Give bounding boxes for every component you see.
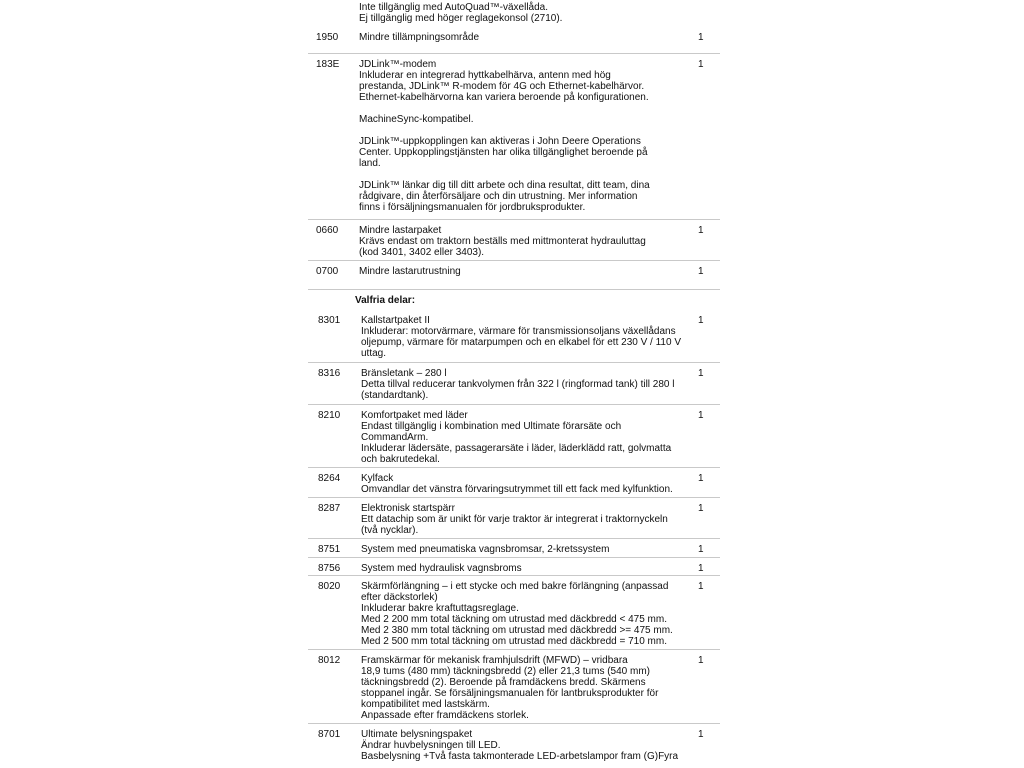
text-line: Anpassade efter framdäckens storlek. (361, 710, 529, 721)
option-description (361, 563, 691, 574)
option-code: 8301 (318, 315, 341, 326)
text-line: Detta tillval reducerar tankvolymen från 322 l (ringformad tank) till 280 l (361, 379, 675, 390)
text-line: JDLink™-modem (359, 59, 437, 70)
text-line: Center. Uppkopplingstjänsten har olika tillgänglighet beroende på (359, 147, 648, 158)
text-line: Inkluderar bakre kraftuttagsreglage. (361, 603, 519, 614)
quantity-value: 1 (698, 32, 704, 43)
option-code: 8264 (318, 473, 341, 484)
quantity-value: 1 (698, 581, 704, 592)
text-line: land. (359, 158, 381, 169)
option-description (359, 32, 695, 43)
text-line: System med pneumatiska vagnsbromsar, 2-kretssystem (361, 544, 610, 555)
text-line: Ultimate belysningspaket (361, 729, 473, 740)
text-line: uttag. (361, 348, 387, 359)
option-code: 8756 (318, 563, 341, 574)
text-line: täckningsbredd (2). Beroende på framdäckens bredd. Skärmens (361, 677, 646, 688)
table-row (308, 363, 720, 405)
text-line: prestanda, JDLink™ R-modem för 4G och Ethernet-kabelhärvor. (359, 81, 645, 92)
table-row (308, 558, 720, 576)
table-row (308, 498, 720, 539)
quantity-value: 1 (698, 266, 704, 277)
option-code: 8012 (318, 655, 341, 666)
quantity-value: 1 (698, 368, 704, 379)
text-line: Med 2 200 mm total täckning om utrustad med däckbredd < 475 mm. (361, 614, 667, 625)
text-line: System med hydraulisk vagnsbroms (361, 563, 522, 574)
text-line: stoppanel ingår. Se försäljningsmanualen för lantbruksprodukter för (361, 688, 659, 699)
text-line: (två nycklar). (361, 525, 419, 536)
text-line: och bakrutedekal. (361, 454, 440, 465)
quantity-value: 1 (698, 563, 704, 574)
quantity-value: 1 (698, 225, 704, 236)
table-row (308, 27, 720, 54)
text-line: Inkluderar lädersäte, passagerarsäte i läder, läderklädd ratt, golvmatta (361, 443, 672, 454)
text-line: (standardtank). (361, 390, 429, 401)
quantity-value: 1 (698, 410, 704, 421)
text-line: Ethernet-kabelhärvorna kan variera beroende på konfigurationen. (359, 92, 649, 103)
option-code: 8316 (318, 368, 341, 379)
text-line: JDLink™ länkar dig till ditt arbete och dina resultat, ditt team, dina (359, 180, 650, 191)
option-description (361, 315, 691, 359)
text-line: Med 2 380 mm total täckning om utrustad med däckbredd >= 475 mm. (361, 625, 673, 636)
table-row (308, 310, 720, 363)
option-code: 8287 (318, 503, 341, 514)
option-code: 8701 (318, 729, 341, 740)
option-description (361, 729, 691, 762)
option-description (361, 655, 691, 721)
option-code: 8020 (318, 581, 341, 592)
text-line: Komfortpaket med läder (361, 410, 468, 421)
option-description (359, 266, 695, 277)
text-line: Ej tillgänglig med höger reglagekonsol (2710). (359, 13, 563, 24)
table-row (308, 724, 720, 768)
table-row (308, 405, 720, 468)
option-description (361, 544, 691, 555)
text-line: Basbelysning +Två fasta takmonterade LED-arbetslampor fram (G)Fyra (361, 751, 679, 762)
table-row (308, 54, 720, 220)
table-row (308, 261, 720, 290)
text-line: Mindre lastarutrustning (359, 266, 461, 277)
text-line: Inkluderar en integrerad hyttkabelhärva, antenn med hög (359, 70, 611, 81)
text-line: rådgivare, din återförsäljare och din utrustning. Mer information (359, 191, 638, 202)
text-line: Kallstartpaket II (361, 315, 430, 326)
text-line: CommandArm. (361, 432, 429, 443)
text-line: MachineSync-kompatibel. (359, 114, 474, 125)
text-line: JDLink™-uppkopplingen kan aktiveras i John Deere Operations (359, 136, 641, 147)
quantity-value: 1 (698, 59, 704, 70)
option-description (361, 581, 691, 647)
option-code: 8751 (318, 544, 341, 555)
text-line: finns i försäljningsmanualen för jordbruksprodukter. (359, 202, 586, 213)
text-line: Elektronisk startspärr (361, 503, 455, 514)
paragraph-gap (359, 103, 695, 114)
option-code: 1950 (316, 32, 339, 43)
option-code: 8210 (318, 410, 341, 421)
text-line: Endast tillgänglig i kombination med Ultimate förarsäte och (361, 421, 622, 432)
option-description (359, 59, 695, 213)
quantity-value: 1 (698, 544, 704, 555)
quantity-value: 1 (698, 503, 704, 514)
text-line: (kod 3401, 3402 eller 3403). (359, 247, 485, 258)
text-line: Bränsletank – 280 l (361, 368, 447, 379)
text-line: Inkluderar: motorvärmare, värmare för transmissionsoljans växellådans (361, 326, 676, 337)
text-line: Ett datachip som är unikt för varje traktor är integrerat i traktornyckeln (361, 514, 668, 525)
option-description (361, 503, 691, 536)
quantity-value: 1 (698, 729, 704, 740)
option-code: 183E (316, 59, 340, 70)
paragraph-gap (359, 125, 695, 136)
text-line: efter däckstorlek) (361, 592, 438, 603)
text-line: oljepump, värmare för matarpumpen och en elkabel för ett 230 V / 110 V (361, 337, 681, 348)
quantity-value: 1 (698, 315, 704, 326)
option-description (359, 225, 695, 258)
section-title: Valfria delar: (355, 295, 416, 306)
paragraph-gap (359, 169, 695, 180)
text-line: Framskärmar för mekanisk framhjulsdrift (MFWD) – vridbara (361, 655, 628, 666)
table-row (308, 468, 720, 498)
table-row (308, 539, 720, 558)
option-description (361, 473, 691, 495)
option-code: 0700 (316, 266, 339, 277)
text-line: Mindre lastarpaket (359, 225, 442, 236)
document-page (308, 0, 720, 768)
option-description (361, 368, 691, 401)
text-line: kompatibilitet med lastskärm. (361, 699, 490, 710)
option-description (361, 410, 691, 465)
text-line: Mindre tillämpningsområde (359, 32, 480, 43)
text-line: Inte tillgänglig med AutoQuad™-växellåda. (359, 2, 549, 13)
quantity-value: 1 (698, 655, 704, 666)
text-line: Omvandlar det vänstra förvaringsutrymmet till ett fack med kylfunktion. (361, 484, 673, 495)
text-line: Med 2 500 mm total täckning om utrustad med däckbredd = 710 mm. (361, 636, 667, 647)
text-line: 18,9 tums (480 mm) täckningsbredd (2) eller 21,3 tums (540 mm) (361, 666, 650, 677)
quantity-value: 1 (698, 473, 704, 484)
table-row (308, 576, 720, 650)
table-row (308, 650, 720, 724)
table-row (308, 220, 720, 261)
text-line: Kylfack (361, 473, 394, 484)
option-code: 0660 (316, 225, 339, 236)
text-line: Krävs endast om traktorn beställs med mittmonterat hydrauluttag (359, 236, 646, 247)
text-line: Skärmförlängning – i ett stycke och med bakre förlängning (anpassad (361, 581, 669, 592)
text-line: Ändrar huvbelysningen till LED. (361, 740, 501, 751)
continued-text (359, 2, 699, 24)
